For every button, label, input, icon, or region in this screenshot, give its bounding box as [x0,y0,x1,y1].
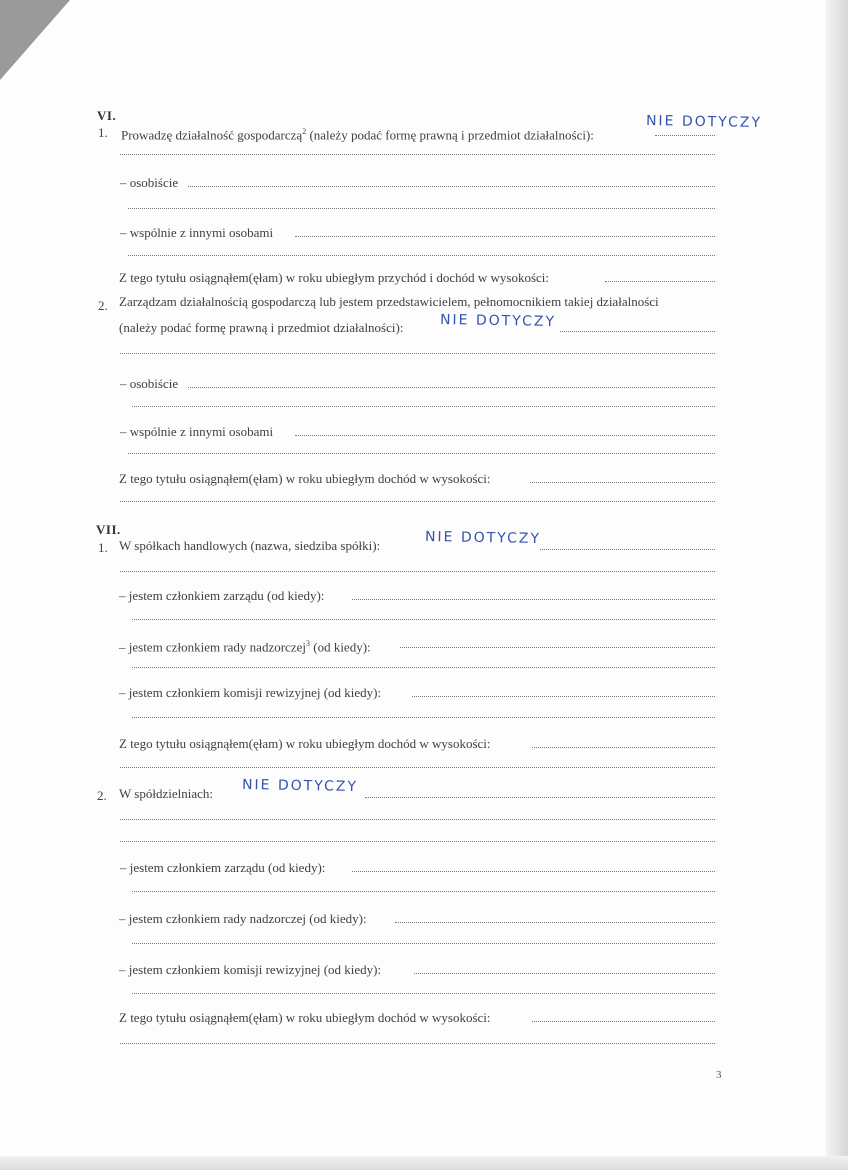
dotted-line [532,746,715,748]
stacked-pages-edge [826,0,848,1170]
vii-item2-handwritten-answer: NIE DOTYCZY [241,776,359,796]
dotted-line [128,254,715,256]
dotted-line [655,134,715,136]
vii-item2-number: 2. [97,788,107,803]
vii-item2-audit-label: – jestem członkiem komisji rewizyjnej (od kiedy): [119,962,382,977]
dotted-line [132,405,715,407]
vii-item1-board-label: – jestem członkiem zarządu (od kiedy): [119,588,325,603]
vi-item2-income-label: Z tego tytułu osiągnąłem(ęłam) w roku ubiegłym dochód w wysokości: [119,471,491,486]
dotted-line [352,870,715,872]
dotted-line [395,921,715,923]
dotted-line [120,1042,715,1044]
dotted-line [605,280,715,282]
vi-item1-handwritten-answer: NIE DOTYCZY [645,112,763,132]
dotted-line [120,840,715,842]
dotted-line [530,481,715,483]
dotted-line [120,570,715,572]
vi-item1-jointly-label: – wspólnie z innymi osobami [120,225,274,240]
vii-item2-supervisory-label: – jestem członkiem rady nadzorczej (od kiedy): [119,911,367,926]
vii-item2-board-label: – jestem członkiem zarządu (od kiedy): [120,860,326,875]
dotted-line [560,330,715,332]
dotted-line [352,598,715,600]
dotted-line [120,153,715,155]
dotted-line [132,992,715,994]
vii-item2-label: W spółdzielniach: [119,786,213,801]
vi-item2-label-line2: (należy podać formę prawną i przedmiot działalności): [119,320,404,335]
dotted-line [188,185,715,187]
vii-item1-audit-label: – jestem członkiem komisji rewizyjnej (od kiedy): [119,685,382,700]
vi-item1-income-label: Z tego tytułu osiągnąłem(ęłam) w roku ubiegłym przychód i dochód w wysokości: [119,270,549,285]
dotted-line [128,452,715,454]
vi-item1-label: Prowadzę działalność gospodarczą$^2$ (należy podać formę prawną i przedmiot działalności): [121,127,594,143]
vii-item1-label: W spółkach handlowych (nazwa, siedziba spółki): [119,538,381,553]
section-vii-heading: VII. [96,522,121,537]
folded-corner [0,0,70,80]
vi-item2-number: 2. [98,298,108,313]
vi-item2-personally-label: – osobiście [120,376,179,391]
dotted-line [120,500,715,502]
dotted-line [400,646,715,648]
dotted-line [532,1020,715,1022]
dotted-line [295,235,715,237]
vi-item2-handwritten-answer: NIE DOTYCZY [439,311,557,331]
vi-item2-jointly-label: – wspólnie z innymi osobami [120,424,274,439]
page-number: 3 [716,1069,722,1081]
dotted-line [132,618,715,620]
vii-item1-income-label: Z tego tytułu osiągnąłem(ęłam) w roku ubiegłym dochód w wysokości: [119,736,491,751]
dotted-line [120,818,715,820]
dotted-line [120,352,715,354]
vi-item2-label-line1: Zarządzam działalnością gospodarczą lub jestem przedstawicielem, pełnomocnikiem takiej działalności [119,294,659,309]
dotted-line [132,890,715,892]
dotted-line [132,942,715,944]
dotted-line [120,766,715,768]
section-vi-heading: VI. [97,108,117,123]
dotted-line [295,434,715,436]
dotted-line [128,207,715,209]
stacked-pages-bottom [0,1156,848,1170]
dotted-line [132,716,715,718]
dotted-line [540,548,715,550]
dotted-line [188,386,715,388]
vi-item1-personally-label: – osobiście [120,175,179,190]
vii-item1-handwritten-answer: NIE DOTYCZY [424,528,542,548]
dotted-line [414,972,715,974]
vii-item2-income-label: Z tego tytułu osiągnąłem(ęłam) w roku ubiegłym dochód w wysokości: [119,1010,491,1025]
dotted-line [132,666,715,668]
vii-item1-number: 1. [98,540,108,555]
vi-item1-number: 1. [98,125,108,140]
vii-item1-supervisory-label: – jestem członkiem rady nadzorczej$^3$ (od kiedy): [119,639,371,655]
dotted-line [365,796,715,798]
dotted-line [412,695,715,697]
